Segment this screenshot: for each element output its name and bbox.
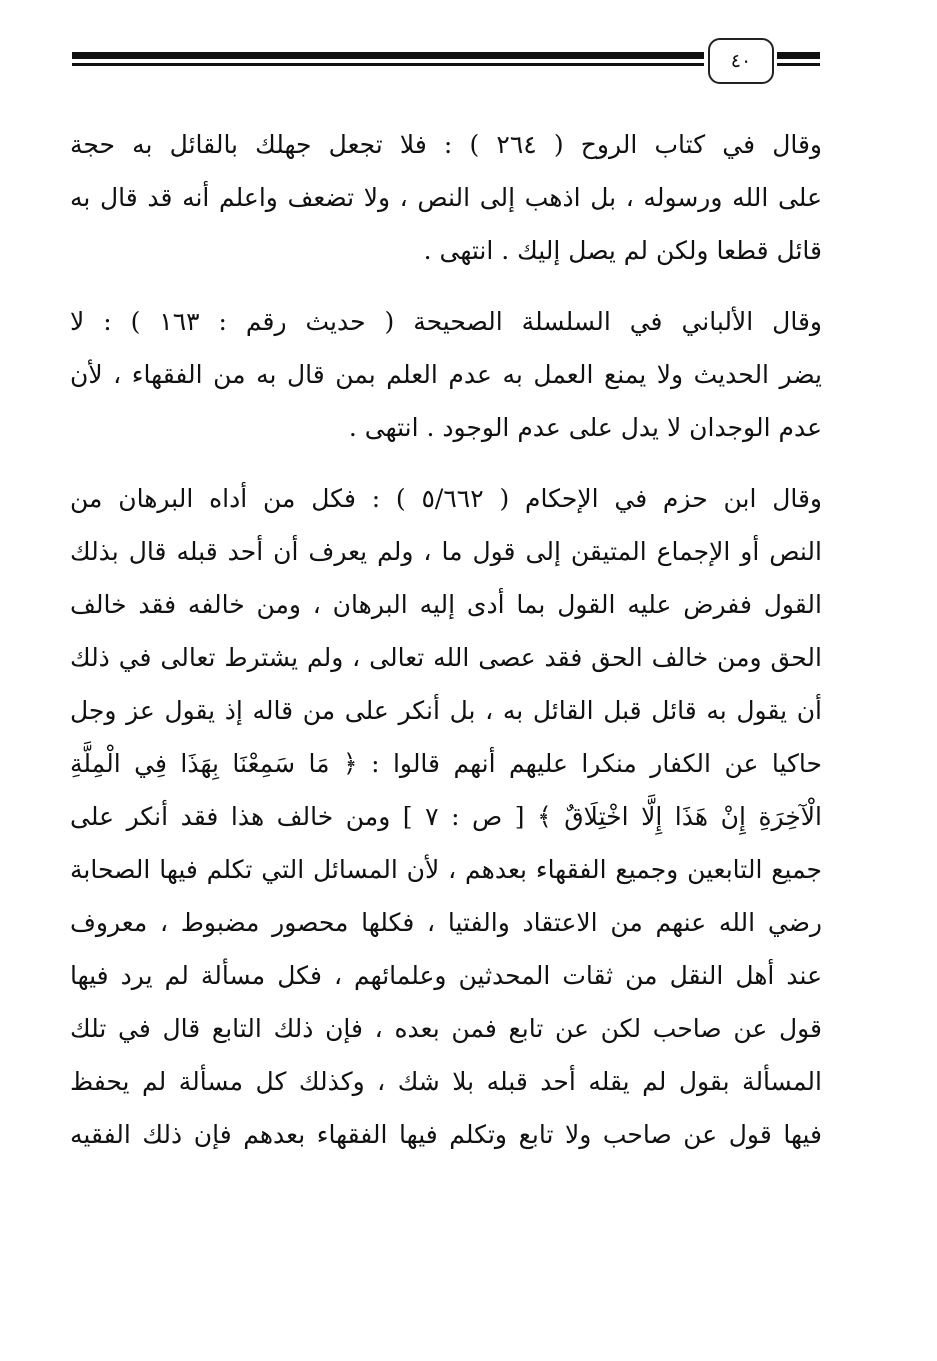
header-rule-left-thin: [72, 63, 704, 66]
text-line: الْآخِرَةِ إِنْ هَذَا إِلَّا اخْتِلَاقٌ ﴾ [ ص : ٧ ] ومن خالف هذا فقد أنكر على: [70, 802, 822, 831]
page-number: ٤٠: [730, 50, 752, 72]
header-rule-right-thin: [777, 63, 820, 66]
page-header: [72, 38, 820, 88]
text-line: أن يقول به قائل قبل القائل به ، بل أنكر على من قاله إذ يقول عز وجل: [70, 696, 822, 725]
page-number-box: [708, 38, 774, 84]
header-rule-left-thick: [72, 52, 704, 59]
text-line: الحق ومن خالف الحق فقد عصى الله تعالى ، ولم يشترط تعالى في ذلك: [70, 643, 822, 672]
text-line: عدم الوجدان لا يدل على عدم الوجود . انتهى .: [348, 413, 822, 442]
text-line: القول ففرض عليه القول بما أدى إليه البرهان ، ومن خالفه فقد خالف: [70, 590, 822, 619]
text-line: وقال ابن حزم في الإحكام ( ٥/٦٦٢ ) : فكل من أداه البرهان من: [70, 484, 823, 513]
text-line: حاكيا عن الكفار منكرا عليهم أنهم قالوا : ﴿ مَا سَمِعْنَا بِهَذَا فِي الْمِلَّةِ: [70, 749, 822, 778]
text-line: النص أو الإجماع المتيقن إلى قول ما ، ولم يعرف أن أحد قبله قال بذلك: [70, 537, 822, 566]
text-line: فيها قول عن صاحب ولا تابع وتكلم فيها الفقهاء بعدهم فإن ذلك الفقيه: [70, 1120, 822, 1149]
page-body: [70, 118, 822, 1179]
text-line: على الله ورسوله ، بل اذهب إلى النص ، ولا تضعف واعلم أنه قد قال به: [70, 183, 822, 212]
text-line: وقال في كتاب الروح ( ٢٦٤ ) : فلا تجعل جهلك بالقائل به حجة: [70, 130, 823, 159]
paragraph-ibn-hazm: [70, 472, 822, 1161]
header-rule-right-thick: [777, 52, 820, 59]
text-line: عند أهل النقل من ثقات المحدثين وعلمائهم ، فكل مسألة لم يرد فيها: [70, 961, 822, 990]
text-line: جميع التابعين وجميع الفقهاء بعدهم ، لأن المسائل التي تكلم فيها الصحابة: [70, 855, 822, 884]
text-line: قائل قطعا ولكن لم يصل إليك . انتهى .: [423, 236, 822, 265]
text-line: المسألة بقول لم يقله أحد قبله بلا شك ، وكذلك كل مسألة لم يحفظ: [70, 1067, 822, 1096]
text-line: وقال الألباني في السلسلة الصحيحة ( حديث رقم : ١٦٣ ) : لا: [70, 307, 822, 336]
paragraph-albani: [70, 295, 822, 454]
paragraph-ibn-alqayyim: [70, 118, 822, 277]
text-line: قول عن صاحب لكن عن تابع فمن بعده ، فإن ذلك التابع قال في تلك: [70, 1014, 822, 1043]
text-line: يضر الحديث ولا يمنع العمل به عدم العلم بمن قال به من الفقهاء ، لأن: [70, 360, 822, 389]
text-line: رضي الله عنهم من الاعتقاد والفتيا ، فكلها محصور مضبوط ، معروف: [70, 908, 822, 937]
